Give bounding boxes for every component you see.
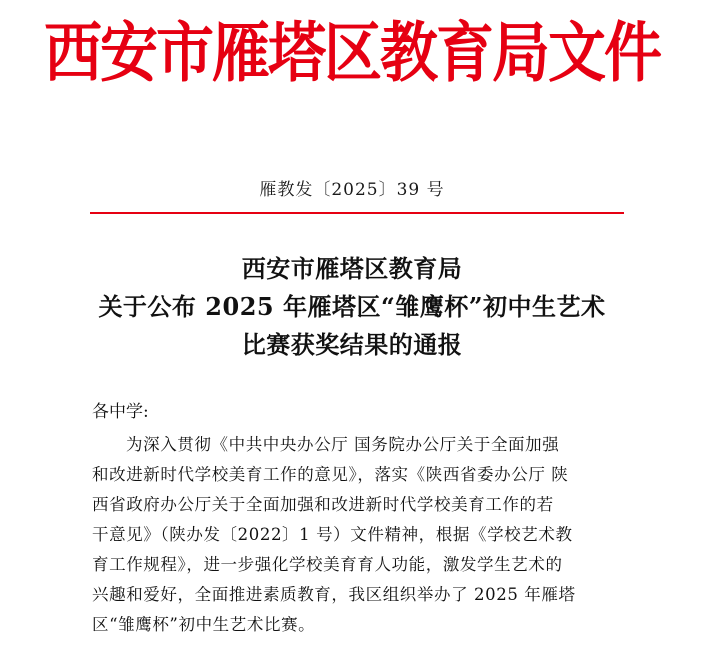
document-masthead: 西安市雁塔区教育局文件 — [43, 14, 660, 91]
notice-title-line-2: 关于公布 2025 年雁塔区“雏鹰杯”初中生艺术 — [98, 292, 606, 321]
body-paragraph — [92, 430, 614, 640]
notice-title — [60, 250, 644, 364]
body-line: 干意见》（陕办发〔2022〕1 号）文件精神，根据《学校艺术教 — [92, 525, 573, 544]
body-line: 育工作规程》，进一步强化学校美育育人功能，激发学生艺术的 — [92, 555, 563, 574]
notice-title-line-3: 比赛获奖结果的通报 — [241, 330, 463, 359]
body-line: 为深入贯彻《中共中央办公厅 国务院办公厅关于全面加强 — [126, 435, 560, 454]
salutation: 各中学: — [92, 402, 149, 422]
document-number: 雁教发〔2025〕39 号 — [259, 180, 445, 200]
body-line: 兴趣和爱好，全面推进素质教育，我区组织举办了 2025 年雁塔 — [92, 585, 576, 604]
body-line: 西省政府办公厅关于全面加强和改进新时代学校美育工作的若 — [92, 495, 554, 514]
body-line: 和改进新时代学校美育工作的意见》，落实《陕西省委办公厅 陕 — [92, 465, 569, 484]
notice-title-line-1: 西安市雁塔区教育局 — [241, 254, 463, 283]
body-line: 区“雏鹰杯”初中生艺术比赛。 — [92, 615, 316, 634]
red-divider-line — [90, 212, 624, 214]
